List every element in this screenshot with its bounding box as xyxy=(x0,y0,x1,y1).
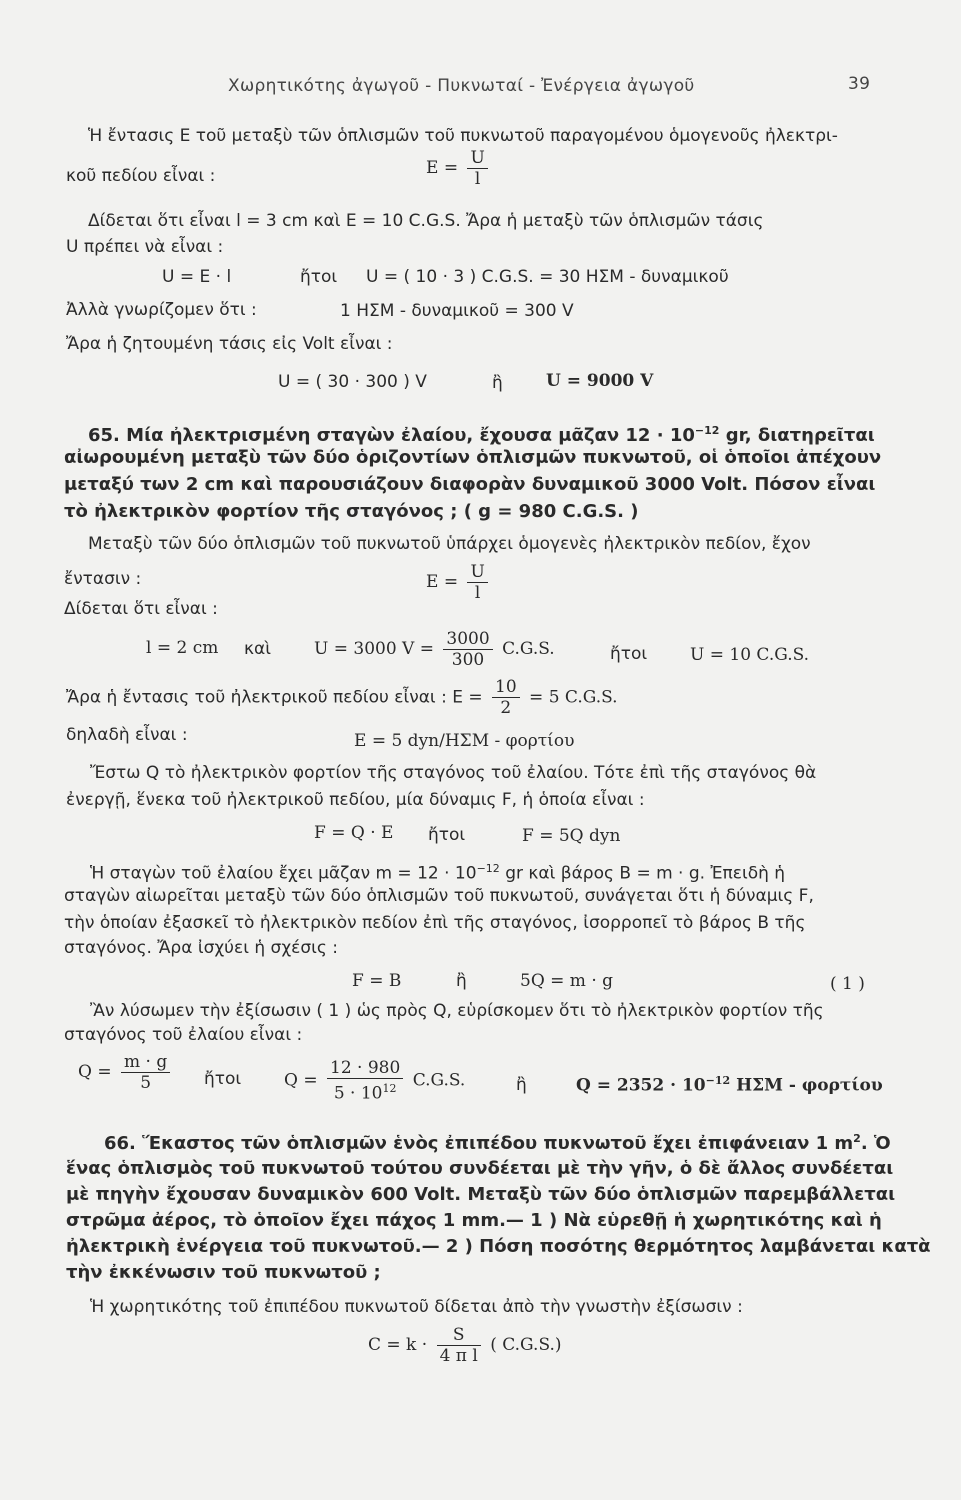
result: U = 9000 V xyxy=(546,371,654,391)
equation: F = B xyxy=(352,971,402,991)
problem-text: ἠλεκτρικὴ ἐνέργεια τοῦ πυκνωτοῦ.— 2 ) Πόση ποσότης θερμότητος λαμβάνεται κατὰ xyxy=(66,1236,931,1257)
text-line: σταγόνος. Ἄρα ἰσχύει ἡ σχέσις : xyxy=(64,938,338,958)
text-line: Ἡ χωρητικότης τοῦ ἐπιπέδου πυκνωτοῦ δίδεται ἀπὸ τὴν γνωστὴν ἐξίσωσιν : xyxy=(90,1297,743,1317)
problem-text: τὴν ἐκκένωσιν τοῦ πυκνωτοῦ ; xyxy=(66,1262,381,1283)
equation: U = 3000 V = $\frac{3000}{300}$ C.G.S. xyxy=(314,629,555,670)
text-line: Ἄρα ἡ ζητουμένη τάσις εἰς Volt εἶναι : xyxy=(66,334,393,354)
equation: E = $\frac{U}{l}$ xyxy=(426,562,492,603)
problem-text: στρῶμα ἀέρος, τὸ ὁποῖον ἔχει πάχος 1 mm.— 1 ) Νὰ εὑρεθῇ ἡ χωρητικότης καὶ ἡ xyxy=(66,1210,882,1231)
equation: E = 5 dyn/ΗΣΜ - φορτίου xyxy=(354,731,575,751)
page-number: 39 xyxy=(848,74,871,94)
fraction: $\frac{12 \cdot 980}{5 \cdot 10^{12}}$ xyxy=(327,1058,403,1104)
text-line: Ἡ σταγὼν τοῦ ἐλαίου ἔχει μᾶζαν $m = 12 \cdot 10^{-12}$ gr καὶ βάρος B = m · g. Ἐπειδὴ ἡ xyxy=(90,862,786,884)
text-line: Ἔστω Q τὸ ἠλεκτρικὸν φορτίον τῆς σταγόνος τοῦ ἐλαίου. Τότε ἐπὶ τῆς σταγόνος θὰ xyxy=(90,763,817,783)
problem-text: 65. Μία ἠλεκτρισμένη σταγὼν ἐλαίου, ἔχουσα μᾶζαν $12 \cdot 10^{-12}$ gr, διατηρεῖται xyxy=(88,424,875,446)
equation: U = 10 C.G.S. xyxy=(690,645,810,665)
equation: Q = $\frac{12 \cdot 980}{5 \cdot 10^{12}}$ C.G.S. xyxy=(284,1058,466,1104)
fraction: $\frac{S}{\text{4 π l}}$ xyxy=(437,1325,481,1366)
fraction: $\frac{m \cdot g}{5}$ xyxy=(121,1052,170,1093)
fraction: $\frac{10}{2}$ xyxy=(492,677,520,718)
text-line: κοῦ πεδίου εἶναι : xyxy=(66,166,216,186)
text-line: U πρέπει νὰ εἶναι : xyxy=(66,237,224,257)
problem-text: μεταξύ των 2 cm καὶ παρουσιάζουν διαφορὰν δυναμικοῦ 3000 Volt. Πόσον εἶναι xyxy=(64,474,876,495)
equation-line: Ἄρα ἡ ἔντασις τοῦ ἠλεκτρικοῦ πεδίου εἶναι : E = $\frac{10}{2}$ = 5 C.G.S. xyxy=(66,677,618,718)
text-line: δηλαδὴ εἶναι : xyxy=(66,725,188,745)
running-header: Χωρητικότης ἀγωγοῦ - Πυκνωταί - Ἐνέργεια ἀγωγοῦ xyxy=(228,76,695,96)
text-line: τὴν ὁποίαν ἐξασκεῖ τὸ ἠλεκτρικὸν πεδίον ἐπὶ τῆς σταγόνος, ἰσορροπεῖ τὸ βάρος B τῆς xyxy=(64,913,806,933)
equation: C = k · $\frac{S}{\text{4 π l}}$ ( C.G.S.) xyxy=(368,1325,562,1366)
text-line: ἢ xyxy=(492,373,503,393)
problem-text: 66. Ἕκαστος τῶν ὁπλισμῶν ἑνὸς ἐπιπέδου πυκνωτοῦ ἔχει ἐπιφάνειαν 1 $m^2$. Ὁ xyxy=(104,1132,891,1154)
text-line: ἔντασιν : xyxy=(64,569,142,589)
equation: F = Q · E xyxy=(314,823,394,843)
text-line: ἤτοι xyxy=(204,1069,242,1089)
equation: 5Q = m · g xyxy=(520,971,614,991)
text-line: ἐνεργῇ, ἕνεκα τοῦ ἠλεκτρικοῦ πεδίου, μία δύναμις F, ἡ ὁποία εἶναι : xyxy=(66,790,645,810)
equation: U = ( 10 · 3 ) C.G.S. = 30 ΗΣΜ - δυναμικοῦ xyxy=(366,267,729,287)
equation: U = ( 30 · 300 ) V xyxy=(278,372,427,392)
equation: U = E · l xyxy=(162,267,232,287)
text-line: ἤτοι xyxy=(300,267,338,287)
result: $Q = 2352 \cdot 10^{-12}$ ΗΣΜ - φορτίου xyxy=(576,1074,883,1096)
text-line: ἤτοι xyxy=(610,644,648,664)
equation: Q = $\frac{m \cdot g}{5}$ xyxy=(78,1052,174,1093)
equation: l = 2 cm xyxy=(146,638,219,658)
problem-text: ἕνας ὁπλισμὸς τοῦ πυκνωτοῦ τούτου συνδέεται μὲ τὴν γῆν, ὁ δὲ ἄλλος συνδέεται xyxy=(66,1158,894,1179)
fraction: $\frac{U}{l}$ xyxy=(467,562,487,603)
equation-number: ( 1 ) xyxy=(830,974,865,994)
text-line: καὶ xyxy=(244,639,271,659)
fraction: $\frac{U}{l}$ xyxy=(467,148,487,189)
text-line: ἤτοι xyxy=(428,825,466,845)
problem-text: τὸ ἠλεκτρικὸν φορτίον τῆς σταγόνος ; ( g = 980 C.G.S. ) xyxy=(64,501,639,522)
text-line: Δίδεται ὅτι εἶναι : xyxy=(64,599,218,619)
text-line: σταγόνος τοῦ ἐλαίου εἶναι : xyxy=(64,1025,303,1045)
text-line: Ἂν λύσωμεν τὴν ἐξίσωσιν ( 1 ) ὡς πρὸς Q, εὑρίσκομεν ὅτι τὸ ἠλεκτρικὸν φορτίον τῆς xyxy=(90,1001,824,1021)
fraction: $\frac{3000}{300}$ xyxy=(443,629,492,670)
problem-text: αἰωρουμένη μεταξὺ τῶν δύο ὁριζοντίων ὁπλισμῶν πυκνωτοῦ, οἱ ὁποῖοι ἀπέχουν xyxy=(64,447,882,468)
text-line: Ἡ ἔντασις E τοῦ μεταξὺ τῶν ὁπλισμῶν τοῦ πυκνωτοῦ παραγομένου ὁμογενοῦς ἠλεκτρι- xyxy=(88,126,838,146)
text-line: Δίδεται ὅτι εἶναι l = 3 cm καὶ E = 10 C.G.S. Ἄρα ἡ μεταξὺ τῶν ὁπλισμῶν τάσις xyxy=(88,211,764,231)
problem-text: μὲ πηγὴν ἔχουσαν δυναμικὸν 600 Volt. Μεταξὺ τῶν δύο ὁπλισμῶν παρεμβάλλεται xyxy=(66,1184,896,1205)
text-line: ἢ xyxy=(516,1075,527,1095)
text-line: Μεταξὺ τῶν δύο ὁπλισμῶν τοῦ πυκνωτοῦ ὑπάρχει ὁμογενὲς ἠλεκτρικὸν πεδίον, ἔχον xyxy=(88,534,811,554)
text-line: Ἀλλὰ γνωρίζομεν ὅτι : xyxy=(66,300,257,320)
equation: E = $\frac{U}{l}$ xyxy=(426,148,492,189)
text-line: σταγὼν αἰωρεῖται μεταξὺ τῶν δύο ὁπλισμῶν τοῦ πυκνωτοῦ, συνάγεται ὅτι ἡ δύναμις F, xyxy=(64,886,814,906)
text-line: ἢ xyxy=(456,971,467,991)
equation: 1 ΗΣΜ - δυναμικοῦ = 300 V xyxy=(340,301,574,321)
equation: F = 5Q dyn xyxy=(522,826,621,846)
